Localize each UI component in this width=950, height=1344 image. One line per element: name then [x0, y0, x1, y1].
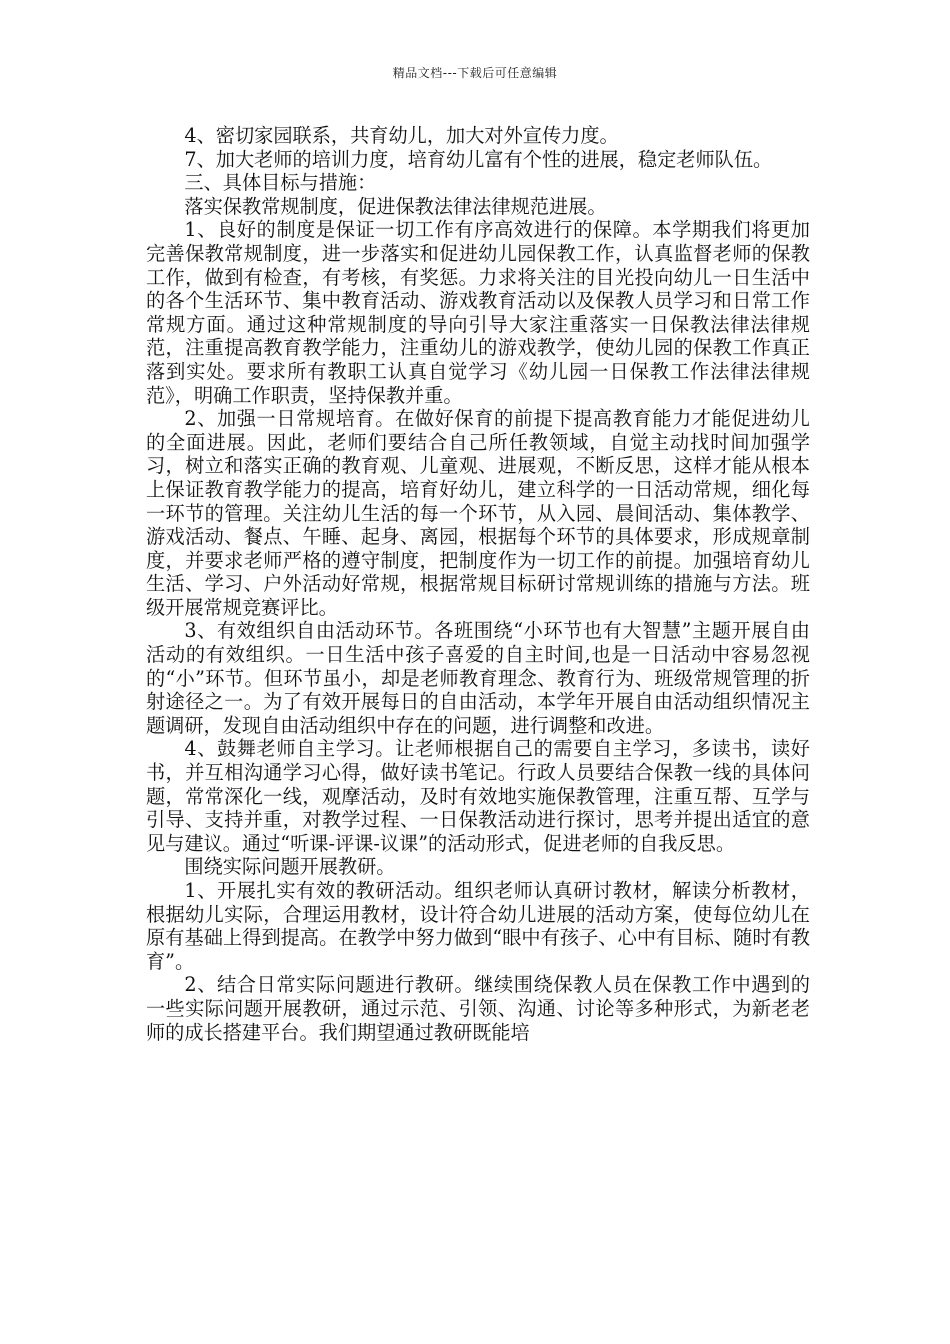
subsection-heading: 围绕实际问题开展教研。	[184, 855, 396, 879]
paragraph: 1、开展扎实有效的教研活动。组织老师认真研讨教材，解读分析教材，根据幼儿实际，合理运用教材，设计符合幼儿进展的活动方案，使每位幼儿在原有基础上得到提高。在教学中努力做到“眼中有孩子、心中有目标、随时有教育”。	[146, 879, 810, 973]
paragraph: 1、良好的制度是保证一切工作有序高效进行的保障。本学期我们将更加完善保教常规制度，进一步落实和促进幼儿园保教工作，认真监督老师的保教工作，做到有检查，有考核，有奖惩。力求将关注的目光投向幼儿一日生活中的各个生活环节、集中教育活动、游戏教育活动以及保教人员学习和日常工作常规方面。通过这种常规制度的导向引导大家注重落实一日保教法律法律规范，注重提高教育教学能力，注重幼儿的游戏教学，使幼儿园的保教工作真正落到实处。要求所有教职工认真自觉学习《幼儿园一日保教工作法律法律规范》，明确工作职责，坚持保教并重。	[146, 218, 810, 407]
paragraph: 4、鼓舞老师自主学习。让老师根据自己的需要自主学习，多读书，读好书，并互相沟通学习心得，做好读书笔记。行政人员要结合保教一线的具体问题，常常深化一线，观摩活动，及时有效地实施保教管理，注重互帮、互学与引导、支持并重，对教学过程、一日保教活动进行探讨，思考并提出适宜的意见与建议。通过“听课-评课-议课”的活动形式，促进老师的自我反思。	[146, 737, 810, 855]
page-header: 精品文档---下载后可任意编辑	[392, 66, 558, 80]
subsection-heading: 落实保教常规制度，促进保教法律法律规范进展。	[184, 194, 607, 218]
paragraph: 7、加大老师的培训力度，培育幼儿富有个性的进展，稳定老师队伍。	[184, 147, 773, 171]
paragraph: 2、加强一日常规培育。在做好保育的前提下提高教育能力才能促进幼儿的全面进展。因此，老师们要结合自己所任教领域，自觉主动找时间加强学习，树立和落实正确的教育观、儿童观、进展观，不断反思，这样才能从根本上保证教育教学能力的提高，培育好幼儿，建立科学的一日活动常规，细化每一环节的管理。关注幼儿生活的每一个环节，从入园、晨间活动、集体教学、游戏活动、餐点、午睡、起身、离园，根据每个环节的具体要求，形成规章制度，并要求老师严格的遵守制度，把制度作为一切工作的前提。加强培育幼儿生活、学习、户外活动好常规，根据常规目标研讨常规训练的措施与方法。班级开展常规竞赛评比。	[146, 407, 810, 619]
paragraph: 3、有效组织自由活动环节。各班围绕“小环节也有大智慧”主题开展自由活动的有效组织。一日生活中孩子喜爱的自主时间,也是一日活动中容易忽视的“小”环节。但环节虽小，却是老师教育理念、教育行为、班级常规管理的折射途径之一。为了有效开展每日的自由活动，本学年开展自由活动组织情况主题调研，发现自由活动组织中存在的问题，进行调整和改进。	[146, 619, 810, 737]
paragraph: 4、密切家园联系，共育幼儿，加大对外宣传力度。	[184, 124, 619, 147]
document-body	[146, 124, 810, 1044]
paragraph: 2、结合日常实际问题进行教研。继续围绕保教人员在保教工作中遇到的一些实际问题开展教研，通过示范、引领、沟通、讨论等多种形式，为新老老师的成长搭建平台。我们期望通过教研既能培	[146, 973, 810, 1044]
section-heading: 三、具体目标与措施：	[184, 171, 377, 195]
